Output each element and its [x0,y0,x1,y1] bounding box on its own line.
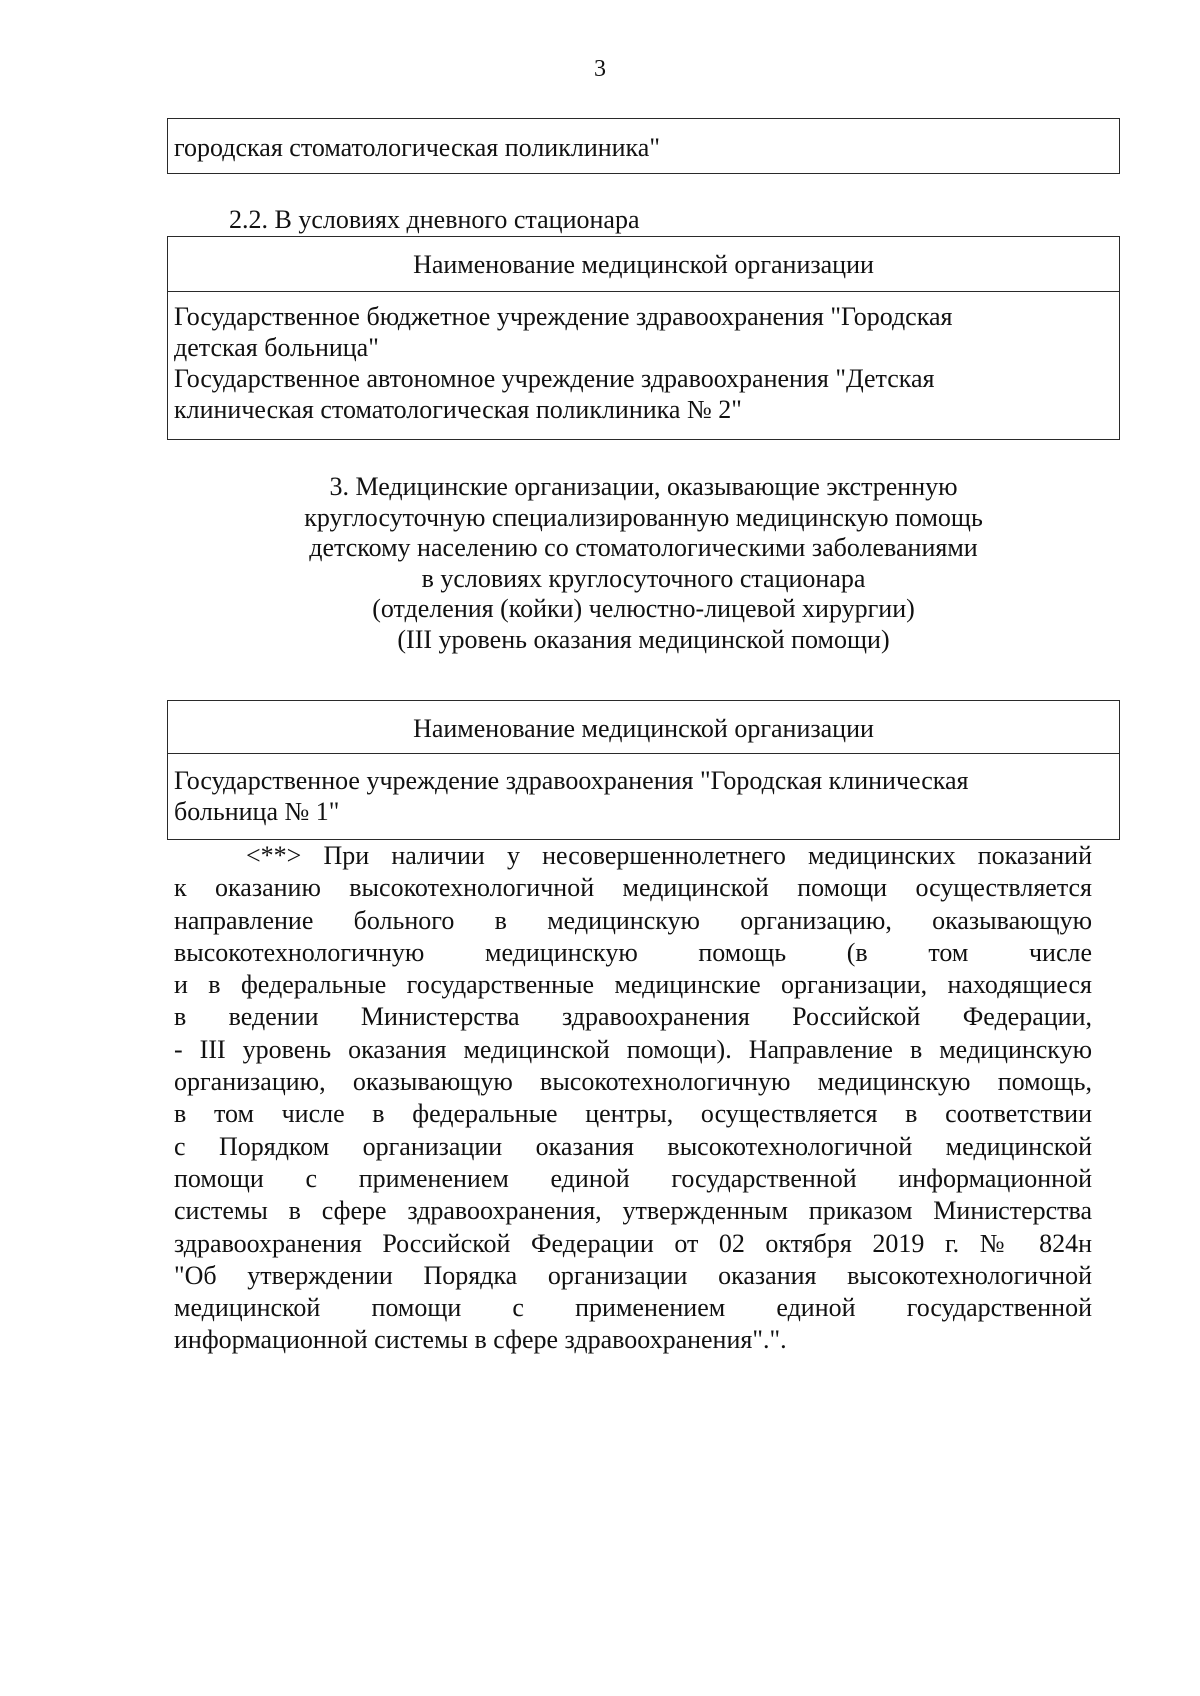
continued-cell-text: городская стоматологическая поликлиника" [174,133,660,162]
table-line: клиническая стоматологическая поликлиника № 2" [174,395,742,424]
footnote-paragraph [174,840,1092,1357]
heading-line: в условиях круглосуточного стационара [421,563,866,593]
table-line: детская больница" [174,333,379,362]
note-line: "Об утверждении Порядка организации оказания высокотехнологичной [174,1260,1092,1290]
table-line: Государственное автономное учреждение здравоохранения "Детская [174,364,935,393]
note-line: в том числе в федеральные центры, осуществляется в соответствии [174,1099,1092,1129]
day-hospital-table [167,236,1120,440]
note-line: <**> При наличии у несовершеннолетнего медицинских показаний [246,841,1092,870]
note-line: медицинской помощи с применением единой государственной [174,1293,1092,1323]
heading-line: детскому населению со стоматологическими заболеваниями [309,533,978,562]
note-line: системы в сфере здравоохранения, утвержденным приказом Министерства [174,1196,1092,1226]
table-cell [168,292,1119,425]
table-header: Наименование медицинской организации [168,237,1119,292]
page-number: 3 [594,56,606,82]
table-line: Государственное бюджетное учреждение здравоохранения "Городская [174,302,953,331]
section-2-2-heading: 2.2. В условиях дневного стационара [229,205,640,234]
table-header: Наименование медицинской организации [168,701,1119,754]
note-line: - III уровень оказания медицинской помощи). Направление в медицинскую [174,1034,1092,1064]
heading-line: круглосуточную специализированную медицинскую помощь [304,502,983,532]
note-line: организацию, оказывающую высокотехнологичную медицинскую помощь, [174,1067,1092,1097]
heading-line: (отделения (койки) челюстно-лицевой хирургии) [372,594,915,623]
table-cell [168,754,1119,827]
note-line: высокотехнологичную медицинскую помощь (в том числе [174,937,1092,967]
heading-line: (III уровень оказания медицинской помощи) [397,624,890,654]
note-line: помощи с применением единой государственной информационной [174,1163,1092,1193]
table-line: больница № 1" [174,797,340,826]
section-3-heading [167,472,1120,655]
note-line: в ведении Министерства здравоохранения Российской Федерации, [174,1002,1092,1032]
note-line: направление больного в медицинскую организацию, оказывающую [174,905,1092,935]
note-line: с Порядком организации оказания высокотехнологичной медицинской [174,1131,1092,1161]
note-line: здравоохранения Российской Федерации от 02 октября 2019 г. № 824н [174,1228,1092,1258]
note-line: и в федеральные государственные медицинские организации, находящиеся [174,970,1092,1000]
table-line: Государственное учреждение здравоохранения "Городская клиническая [174,766,969,795]
heading-line: 3. Медицинские организации, оказывающие экстренную [329,472,958,501]
continued-table-cell [167,118,1120,174]
round-the-clock-table [167,700,1120,840]
note-line: информационной системы в сфере здравоохранения".". [174,1325,787,1355]
note-line: к оказанию высокотехнологичной медицинской помощи осуществляется [174,873,1092,903]
